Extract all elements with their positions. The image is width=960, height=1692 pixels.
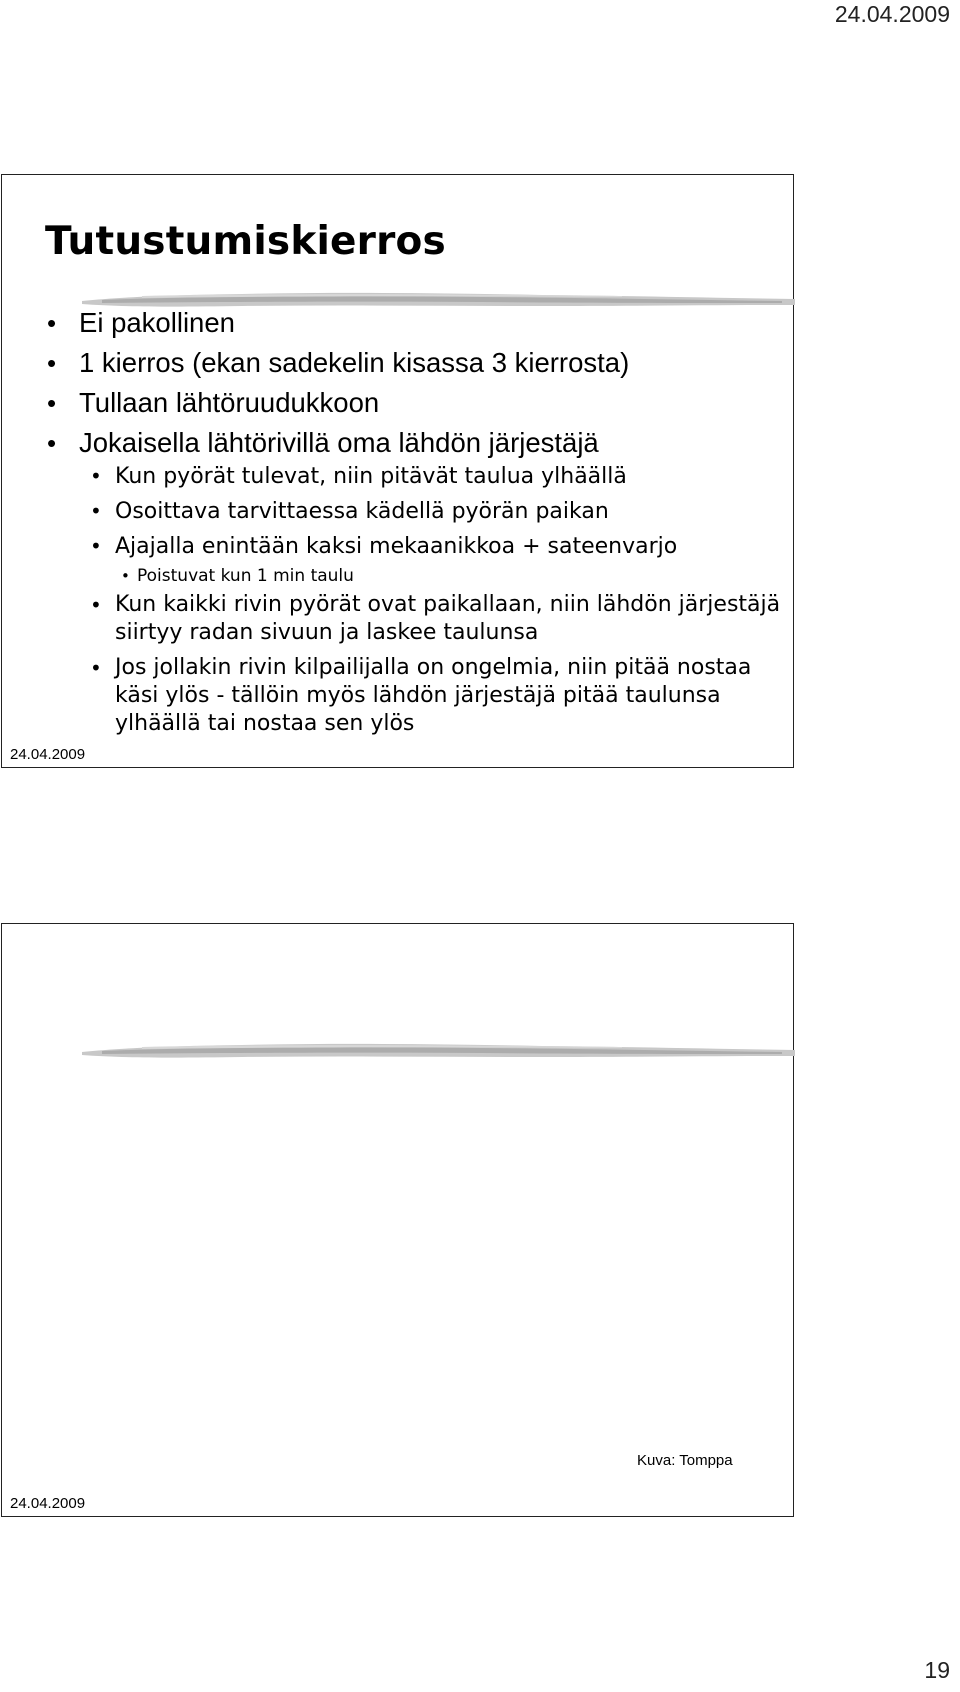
list-item [89, 591, 789, 647]
list-item [89, 654, 789, 738]
page-date: 24.04.2009 [834, 1, 950, 27]
list-item: • Tullaan lähtöruudukkoon [45, 383, 785, 423]
list-item-text: Poistuvat kun 1 min taulu [137, 566, 354, 586]
page-number: 19 [924, 1657, 950, 1683]
list-item: • Jokaisella lähtörivillä oma lähdön järjestäjä [45, 423, 785, 463]
list-item [89, 497, 789, 526]
slide-date: 24.04.2009 [10, 1495, 86, 1512]
list-item [89, 532, 789, 588]
slide-1 [1, 174, 794, 768]
list-item-text: Ajajalla enintään kaksi mekaanikkoa + sateenvarjo [115, 534, 678, 559]
slide-2 [1, 923, 794, 1517]
slide-date: 24.04.2009 [10, 746, 86, 763]
list-item-text: Kun pyörät tulevat, niin pitävät taulua ylhäällä [115, 464, 627, 489]
list-item: • Ei pakollinen [45, 303, 785, 343]
list-item [89, 462, 789, 491]
sub-bullet-list [89, 462, 789, 738]
list-item: • 1 kierros (ekan sadekelin kisassa 3 kierrosta) [45, 343, 785, 383]
brush-stroke-divider [82, 1036, 795, 1066]
sub-sub-bullet-list [115, 564, 789, 588]
list-item-text: • Jos jollakin rivin kilpailijalla on ongelmia, niin pitää nostaa käsi ylös - tällöin myös lähdön järjestäjä pitää taulunsa ylhäällä tai nostaa sen ylös [115, 655, 752, 736]
photo-credit: Kuva: Tomppa [637, 1452, 733, 1469]
list-item-text: Osoittava tarvittaessa kädellä pyörän paikan [115, 499, 609, 524]
slide-title: Tutustumiskierros [45, 219, 446, 264]
list-item [115, 564, 789, 588]
bullet-list [45, 303, 785, 463]
list-item-text: • Kun kaikki rivin pyörät ovat paikallaan, niin lähdön järjestäjä siirtyy radan sivuun ja laskee taulunsa [115, 592, 781, 645]
